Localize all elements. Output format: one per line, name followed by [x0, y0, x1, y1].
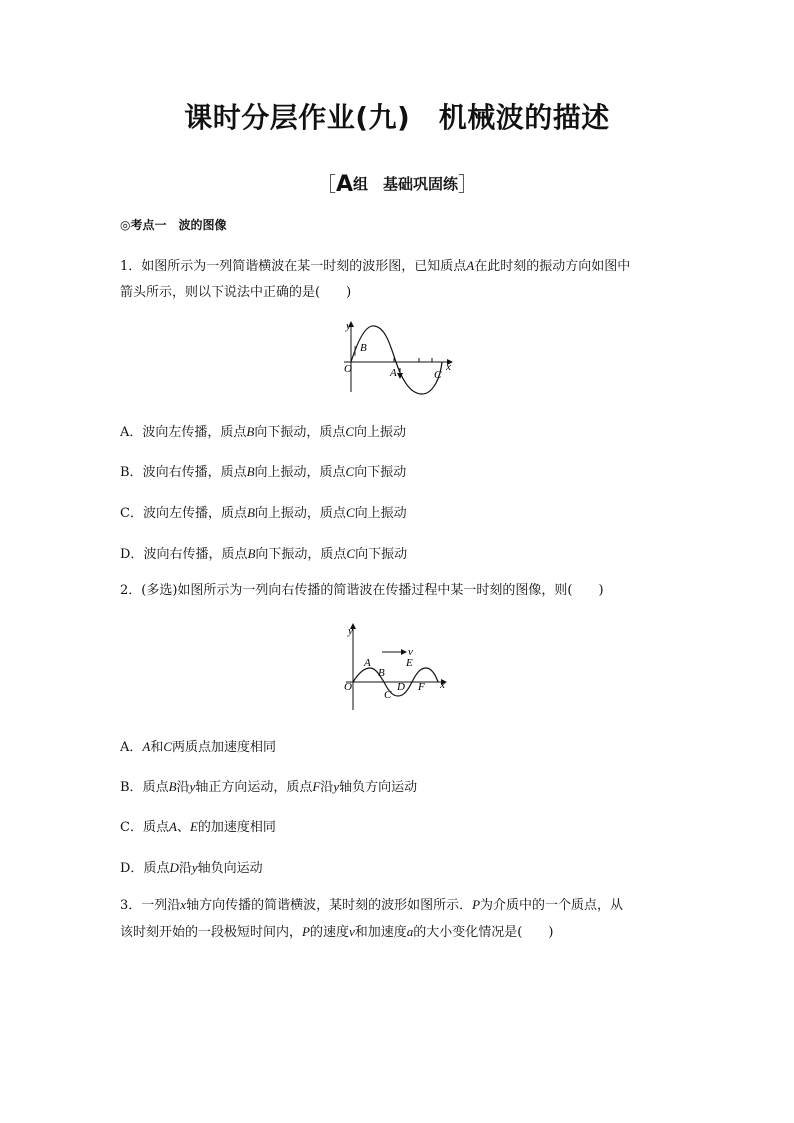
option-a[interactable]: A．波向左传播，质点B向下振动，质点C向上振动: [120, 424, 407, 440]
group-letter: A: [335, 172, 353, 197]
axis-label-y: y: [348, 625, 353, 637]
page-title: 课时分层作业(九) 机械波的描述: [184, 101, 610, 134]
bracket-close: ］: [458, 172, 479, 196]
question-3: 3．一列沿x轴方向传播的简谐横波，某时刻的波形如图所示．P为介质中的一个质点，从 该时刻开始的一段极短时间内，P的速度v和加速度a的大小变化情况是( ): [120, 897, 624, 940]
axis-label-y: y: [346, 320, 351, 332]
wave-figure-1: [336, 318, 462, 398]
point-f-label: F: [418, 681, 425, 693]
question-text: 在此时刻的振动方向如图中: [474, 259, 631, 274]
option-b[interactable]: B．质点B沿y轴正方向运动，质点F沿y轴负方向运动: [120, 779, 418, 795]
origin-label: O: [344, 681, 352, 693]
point-b-label: B: [360, 342, 367, 354]
point-e-label: E: [406, 657, 413, 669]
point-a-label: A: [390, 367, 397, 379]
target-icon: ◎: [120, 218, 131, 232]
group-header: [0, 168, 794, 197]
wave-curve: [351, 326, 442, 394]
section-heading: [120, 216, 227, 233]
option-c[interactable]: C．质点A、E的加速度相同: [120, 819, 276, 835]
point-c-label: C: [384, 689, 392, 701]
axis-label-x: x: [446, 361, 451, 373]
option-c[interactable]: C．波向左传播，质点B向上振动，质点C向上振动: [120, 505, 407, 521]
option-a[interactable]: A．A和C两质点加速度相同: [120, 739, 277, 755]
question-number: 2．: [120, 583, 142, 598]
point-d-label: D: [397, 681, 405, 693]
question-number: 1．: [120, 259, 142, 274]
origin-label: O: [344, 363, 352, 375]
wave-figure-2: [340, 620, 450, 712]
point-a-label: A: [364, 657, 371, 669]
bracket-open: ［: [315, 172, 336, 196]
velocity-label: v: [408, 646, 413, 658]
question-text: 如图所示为一列简谐横波在某一时刻的波形图，已知质点: [141, 259, 467, 274]
option-d[interactable]: D．波向右传播，质点B向下振动，质点C向下振动: [120, 546, 408, 562]
question-text: (多选)如图所示为一列向右传播的简谐波在传播过程中某一时刻的图像，则( ): [141, 583, 604, 598]
option-d[interactable]: D．质点D沿y轴负向运动: [120, 860, 263, 876]
question-1: [120, 253, 680, 306]
point-label: A: [466, 258, 475, 273]
section-label: 考点一 波的图像: [130, 218, 227, 232]
axis-label-x: x: [440, 679, 445, 691]
group-label: 组 基础巩固练: [353, 175, 459, 193]
point-c-label: C: [434, 369, 442, 381]
point-b-label: B: [378, 667, 385, 679]
option-b[interactable]: B．波向右传播，质点B向上振动，质点C向下振动: [120, 464, 407, 480]
question-text: 箭头所示，则以下说法中正确的是( ): [120, 285, 352, 300]
question-2: [120, 578, 680, 604]
